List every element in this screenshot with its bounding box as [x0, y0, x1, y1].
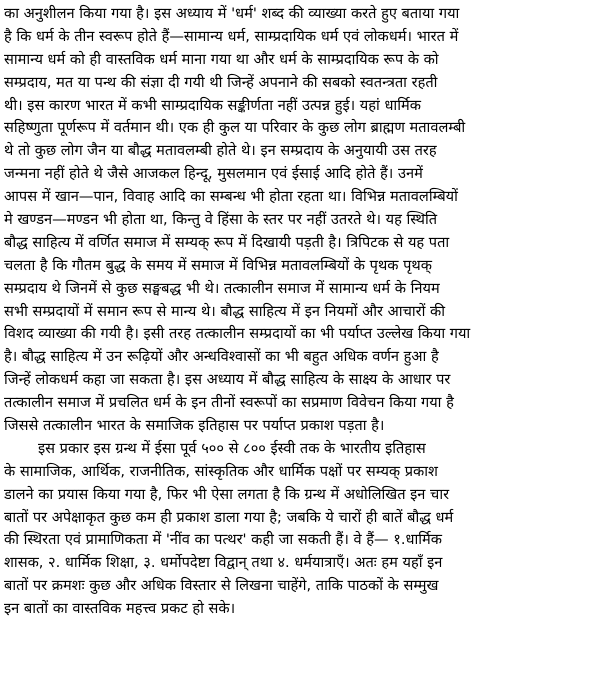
text-line: सहिष्णुता पूर्णरूप में वर्तमान थी। एक ही कुल या परिवार के कुछ लोग ब्राह्मण मतावलम्बी — [4, 119, 466, 137]
text-line: मे खण्डन—मण्डन भी होता था, किन्तु वे हिंसा के स्तर पर नहीं उतरते थे। यह स्थिति — [4, 211, 438, 229]
text-line: जन्मना नहीं होते थे जैसे आजकल हिन्दू, मुसलमान एवं ईसाई आदि होते हैं। उनमें — [4, 165, 423, 183]
text-line: के सामाजिक, आर्थिक, राजनीतिक, सांस्कृतिक और धार्मिक पक्षों पर सम्यक् प्रकाश — [4, 462, 438, 480]
text-line: इन बातों का वास्तविक महत्त्व प्रकट हो सके। — [4, 600, 236, 618]
text-line: शासक, २. धार्मिक शिक्षा, ३. धर्मोपदेष्टा विद्वान् तथा ४. धर्मयात्राएँ। अतः हम यहाँ इन — [4, 554, 443, 572]
paragraph — [4, 3, 594, 438]
text-line: डालने का प्रयास किया गया है, फिर भी ऐसा लगता है कि ग्रन्थ में अधोलिखित इन चार — [4, 485, 450, 503]
text-line: इस प्रकार इस ग्रन्थ में ईसा पूर्व ५०० से ८०० ईस्वी तक के भारतीय इतिहास — [38, 439, 426, 457]
text-line: है कि धर्म के तीन स्वरूप होते हैं—सामान्य धर्म, साम्प्रदायिक धर्म एवं लोकधर्म। भारत में — [4, 27, 459, 45]
text-line: चलता है कि गौतम बुद्ध के समय में समाज में विभिन्न मतावलम्बियों के पृथक पृथक् — [4, 256, 432, 274]
text-line: विशद व्याख्या की गयी है। इसी तरह तत्कालीन सम्प्रदायों का भी पर्याप्त उल्लेख किया गया — [4, 325, 471, 343]
text-line: सम्प्रदाय थे जिनमें से कुछ सङ्घबद्ध भी थे। तत्कालीन समाज में सामान्य धर्म के नियम — [4, 279, 440, 297]
text-line: बौद्ध साहित्य में वर्णित समाज में सम्यक् रूप में दिखायी पड़ती है। त्रिपिटक से यह पता — [4, 233, 450, 251]
text-line: तत्कालीन समाज में प्रचलित धर्म के इन तीनों स्वरूपों का सप्रमाण विवेचन किया गया है — [4, 394, 454, 412]
text-line: की स्थिरता एवं प्रामाणिकता में 'नींव का पत्थर' कही जा सकती हैं। वे हैं— १.धार्मिक — [4, 531, 442, 549]
text-line: का अनुशीलन किया गया है। इस अध्याय में 'धर्म' शब्द की व्याख्या करते हुए बताया गया — [4, 5, 460, 22]
text-line: थे तो कुछ लोग जैन या बौद्ध मतावलम्बी होते थे। इन सम्प्रदाय के अनुयायी उस तरह — [4, 142, 437, 160]
text-line: आपस में खान—पान, विवाह आदि का सम्बन्ध भी होता रहता था। विभिन्न मतावलम्बियों — [4, 188, 458, 206]
text-line: है। बौद्ध साहित्य में उन रूढ़ियों और अन्धविश्वासों का भी बहुत अधिक वर्णन हुआ है — [4, 348, 439, 366]
paragraph — [4, 438, 594, 621]
text-line: जिससे तत्कालीन भारत के समाजिक इतिहास पर पर्याप्त प्रकाश पड़ता है। — [4, 417, 385, 435]
text-line: बातों पर क्रमशः कुछ और अधिक विस्तार से लिखना चाहेंगे, ताकि पाठकों के सम्मुख — [4, 577, 439, 595]
text-line: बातों पर अपेक्षाकृत कुछ कम ही प्रकाश डाला गया है; जबकि ये चारों ही बातें बौद्ध धर्म — [4, 508, 454, 526]
text-line: सभी सम्प्रदायों में समान रूप से मान्य थे। बौद्ध साहित्य में इन नियमों और आचारों की — [4, 302, 445, 320]
text-line: थी। इस कारण भारत में कभी साम्प्रदायिक सङ्कीर्णता नहीं उत्पन्न हुई। यहां धार्मिक — [4, 96, 421, 114]
text-line: जिन्हें लोकधर्म कहा जा सकता है। इस अध्याय में बौद्ध साहित्य के साक्ष्य के आधार पर — [4, 371, 451, 389]
text-line: सम्प्रदाय, मत या पन्थ की संज्ञा दी गयी थी जिन्हें अपनाने की सबको स्वतन्त्रता रहती — [4, 73, 438, 91]
text-line: सामान्य धर्म को ही वास्तविक धर्म माना गया था और धर्म के साम्प्रदायिक रूप के को — [4, 50, 439, 68]
